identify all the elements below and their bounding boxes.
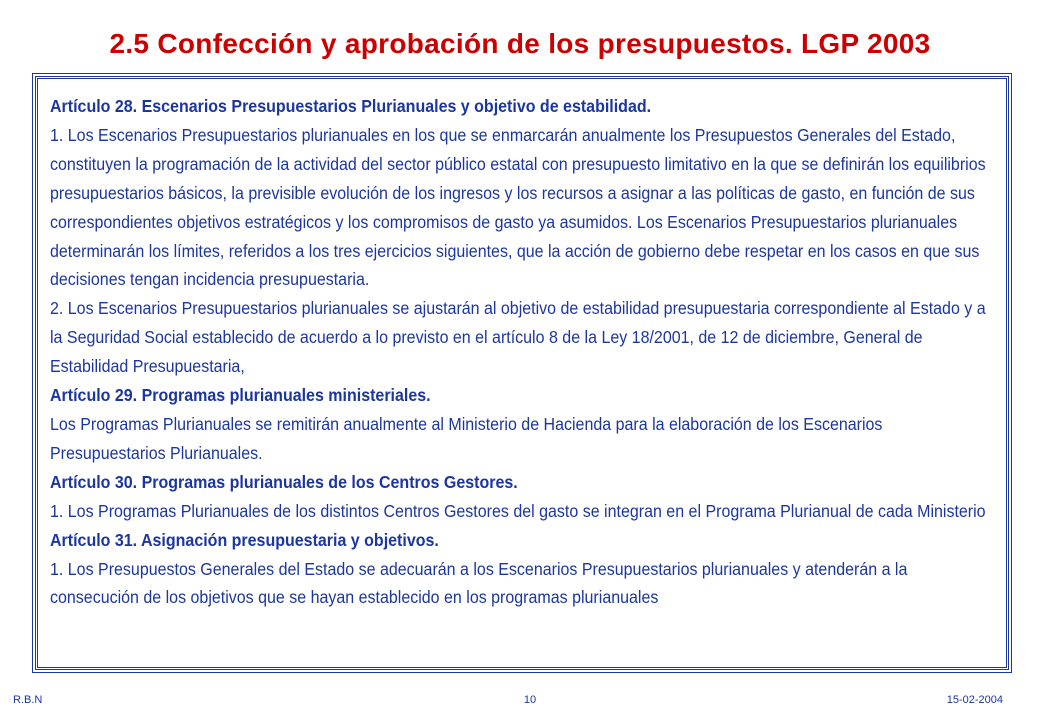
content-frame [35, 76, 1009, 670]
article-31-paragraph-1: 1. Los Presupuestos Generales del Estado se adecuarán a los Escenarios Presupuestarios plurianuales y atenderán a la consecución de los objetivos que se hayan establecido en los programas plurianuales [50, 558, 908, 608]
article-29-heading: Artículo 29. Programas plurianuales ministeriales. [50, 385, 431, 406]
footer-author: R.B.N [13, 694, 43, 706]
article-29-paragraph-1: Los Programas Plurianuales se remitirán anualmente al Ministerio de Hacienda para la elaboración de los Escenarios Presupuestarios Plurianuales. [50, 413, 883, 463]
article-28-paragraph-2: 2. Los Escenarios Presupuestarios plurianuales se ajustarán al objetivo de estabilidad presupuestaria correspondiente al Estado y a la Seguridad Social establecido de acuerdo a lo previsto en el artículo 8 de la Ley 18/2001, de 12 de diciembre, General de Estabilidad Presupuestaria, [50, 298, 986, 377]
content-text [50, 92, 998, 612]
footer-page-number: 10 [523, 694, 537, 706]
article-28-heading: Artículo 28. Escenarios Presupuestarios Plurianuales y objetivo de estabilidad. [50, 96, 652, 116]
article-30-heading: Artículo 30. Programas plurianuales de los Centros Gestores. [50, 471, 518, 492]
slide-title: 2.5 Confección y aprobación de los presupuestos. LGP 2003 [109, 28, 931, 59]
footer-date: 15-02-2004 [946, 694, 1003, 706]
article-31-heading: Artículo 31. Asignación presupuestaria y objetivos. [50, 529, 439, 550]
article-30-paragraph-1: 1. Los Programas Plurianuales de los distintos Centros Gestores del gasto se integran en el Programa Plurianual de cada Ministerio [50, 500, 986, 521]
article-28-paragraph-1: 1. Los Escenarios Presupuestarios plurianuales en los que se enmarcarán anualmente los Presupuestos Generales del Estado, constituyen la programación de la actividad del sector público estatal con presupuesto limitativo en la que se definirán los equilibrios presupuestarios básicos, la previsible evolución de los ingresos y los recursos a asignar a las políticas de gasto, en función de sus correspondientes objetivos estratégicos y los compromisos de gasto ya asumidos. Los Escenarios Presupuestarios plurianuales determinarán los límites, referidos a los tres ejercicios siguientes, que la acción de gobierno debe respetar en los casos en que sus decisiones tengan incidencia presupuestaria. [50, 124, 986, 290]
